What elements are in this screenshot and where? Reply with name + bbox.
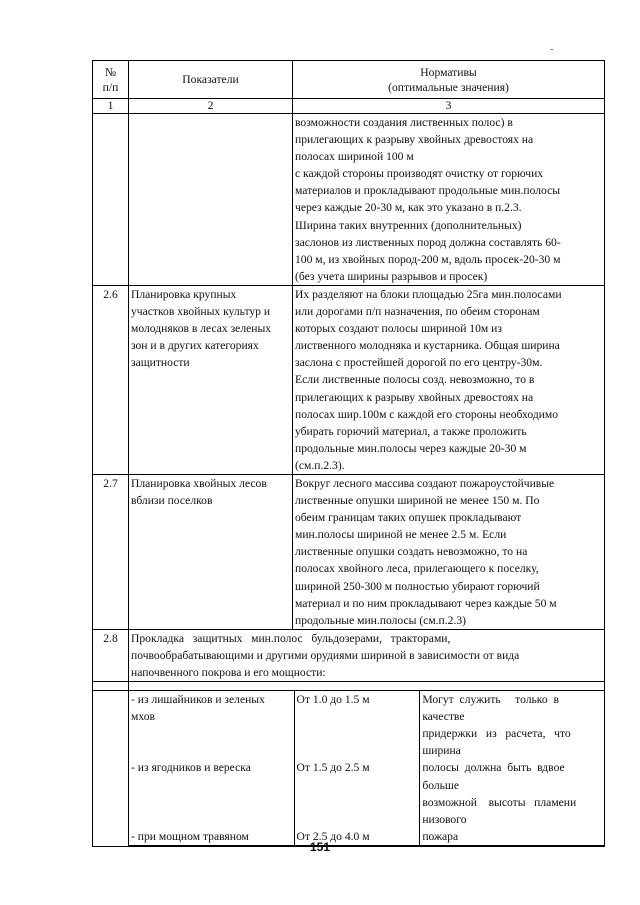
corner-mark: - [550,44,554,55]
cover-type: - при мощном травяном [131,829,249,843]
page-number: 151 [309,840,331,854]
text-line: или дорогами п/п назначения, по обеим сторонам [295,305,540,319]
text-line: Если лиственные полосы созд. невозможно, то в [295,373,535,387]
text-line: (см.п.2.3). [295,458,345,472]
spacer-cell [93,682,129,691]
row-number: 2.6 [93,285,129,474]
text-line: придержки из расчета, что [422,727,571,741]
header-indicators [129,61,293,99]
header-indicators-label: Показатели [182,73,239,86]
text-line: возможности создания лиственных полос) в [295,116,513,129]
column-number-row [93,99,605,114]
row-2-8-spacer [93,682,605,691]
text-line: участков хвойных культур и [131,305,271,319]
text-line: пожара [422,829,459,843]
text-line: заслона с простейшей дорогой по его центру-30м. [295,356,543,370]
header-number-label: п/п [102,80,119,94]
text-line: прилегающих к разрыву хвойных древостоях на [295,390,534,404]
text-line: Планировка крупных [131,287,237,301]
column-number-2: 2 [129,99,293,114]
text-line: возможной высоты пламени [422,795,577,809]
header-norms [293,61,605,99]
text-line: обеим границам таких опушек прокладывают [295,511,522,525]
note-cell [420,691,604,845]
cover-type: - из ягодников и вереска [131,761,251,775]
text-line: материалов и прокладывают продольные мин.полосы [295,184,561,198]
text-line: почвообрабатывающими и другими орудиями шириной в зависимости от вида [131,648,520,662]
text-line: напочвенного покрова и его мощности: [131,666,326,679]
row-indicator [129,474,293,629]
text-line: лиственные опушки шириной не менее 150 м. По [295,494,540,508]
text-line: продольные мин.полосы через каждые 20-30 м [295,441,527,455]
text-line: с каждой стороны производят очистку от горючих [295,167,544,181]
text-line: зон и в других категориях [131,339,259,353]
row-number: 2.7 [93,474,129,629]
row-2-6 [93,285,605,474]
text-line: убирать горючий материал, а также проложить [295,424,527,438]
row-2-8-text [129,629,605,681]
text-line: Планировка хвойных лесов [131,476,267,490]
row-2-8-details [93,691,605,847]
text-line: вблизи поселков [131,494,213,508]
header-row [93,61,605,99]
row-2-8 [93,629,605,681]
text-line: Их разделяют на блоки площадью 25га мин.полосами [295,287,562,301]
header-norms-title: Нормативы [420,65,477,79]
header-norms-subtitle: (оптимальные значения) [388,80,509,94]
text-line: продольные мин.полосы (см.п.2.3) [295,613,467,627]
column-number-1: 1 [93,99,129,114]
text-line: больше [422,778,460,792]
text-line: 100 м, из хвойных пород-200 м, вдоль просек-20-30 м [295,252,561,266]
text-line: низового [422,812,467,826]
strip-width: От 1.5 до 2.5 м [296,761,370,775]
text-line: защитности [131,356,190,370]
text-line: ширина [422,744,461,758]
details-cell [129,691,605,847]
cover-type-cell [129,691,294,845]
text-line: лиственные опушки создать невозможно, то на [295,545,528,559]
header-number-symbol: № [104,65,117,79]
continuation-indicator-cell [129,114,293,286]
cover-type: - из лишайников и зеленых [131,693,265,707]
strip-width: От 1.0 до 1.5 м [296,693,370,707]
text-line: через каждые 20-30 м, как это указано в п.2.3. [295,201,522,215]
strip-width: От 2.5 до 4.0 м [296,829,370,843]
column-number-3: 3 [293,99,605,114]
text-line: полосах хвойного леса, прилегающего к поселку, [295,562,539,576]
continuation-row [93,114,605,286]
header-number [93,61,129,99]
text-line: прилегающих к разрыву хвойных древостоях на [295,133,534,147]
text-line: материал и по ним прокладывают через каждые 50 м [295,596,557,610]
text-line: полосах шириной 100 м [295,150,414,164]
row-2-7 [93,474,605,629]
row-number: 2.8 [93,629,129,681]
cover-width-table [129,691,604,846]
text-line: Ширина таких внутренних (дополнительных) [295,218,522,232]
text-line: полосы должна быть вдвое [422,761,565,775]
text-line: Могут служить только в [422,693,559,707]
row-indicator [129,285,293,474]
cover-type: мхов [131,710,155,724]
strip-width-cell [294,691,420,845]
text-line: (без учета ширины разрывов и просек) [295,269,488,283]
details-number-cell [93,691,129,847]
text-line: качестве [422,710,465,724]
continuation-norm-cell [293,114,605,286]
norms-table [92,60,605,847]
continuation-number-cell [93,114,129,286]
text-line: мин.полосы шириной не менее 2.5 м. Если [295,528,507,542]
text-line: шириной 250-300 м полностью убирают горючий [295,579,540,593]
text-line: которых создают полосы шириной 10м из [295,322,502,336]
spacer-cell [129,682,605,691]
text-line: лиственного молодняка и кустарника. Общая ширина [295,339,560,353]
text-line: заслонов из лиственных пород должна составлять 60- [295,235,561,249]
text-line: Прокладка защитных мин.полос бульдозерами, тракторами, [131,631,451,645]
text-line: молодняков в лесах зеленых [131,322,272,336]
text-line: Вокруг лесного массива создают пожароустойчивые [295,476,555,490]
text-line: полосах шир.100м с каждой его стороны необходимо [295,407,559,421]
row-norm [293,285,605,474]
row-norm [293,474,605,629]
